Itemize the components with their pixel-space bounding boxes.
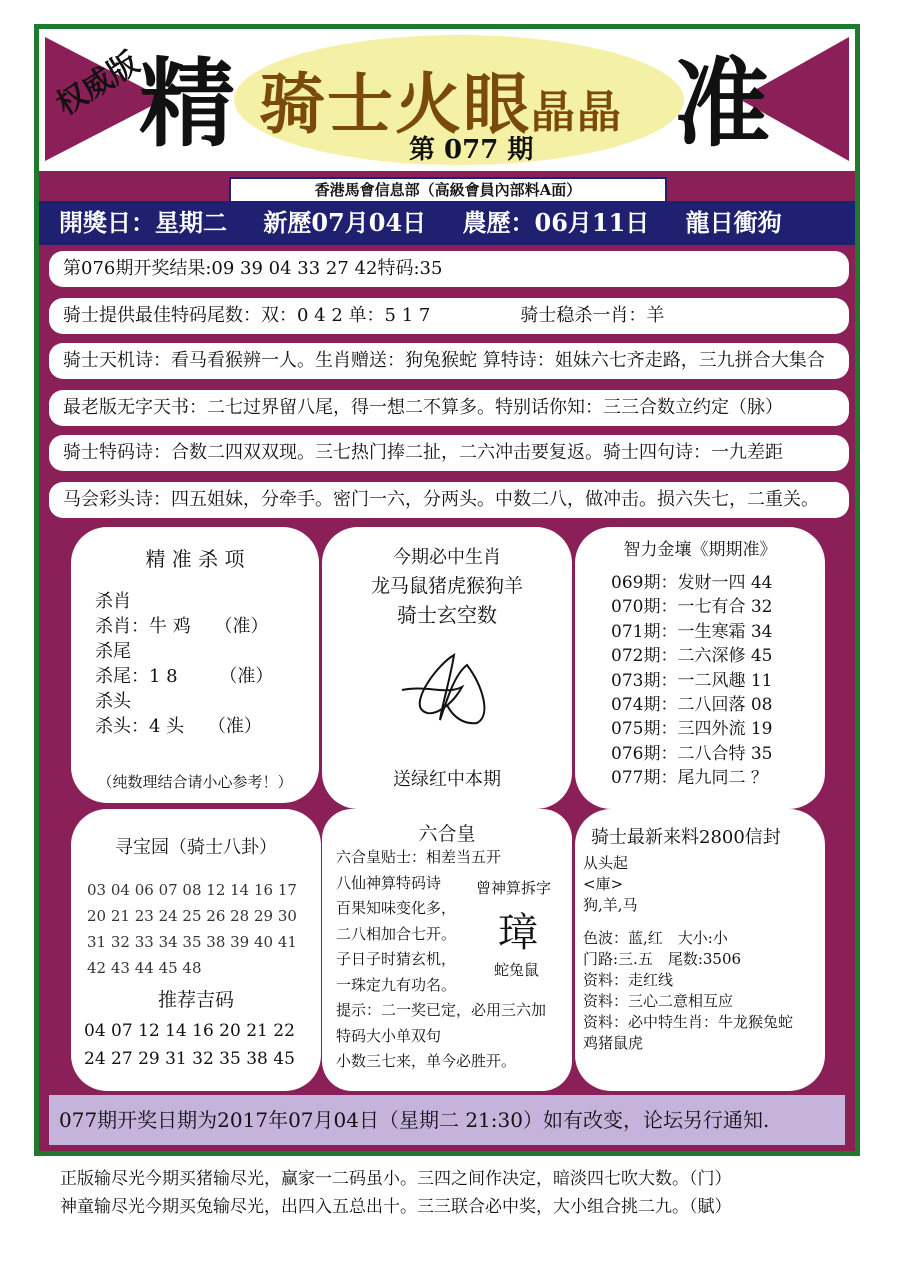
number-row: 31 32 33 34 35 38 39 40 41	[87, 933, 297, 951]
kill-list	[95, 589, 273, 739]
bottom-poem-1: 正版输尽光今期买猪输尽光，赢家一二码虽小。三四之间作决定，暗淡四七吹大数。（门）	[60, 1169, 732, 1189]
liuhe-line: 子日子时猜玄机，	[336, 950, 457, 968]
chaizi-char: 璋	[498, 910, 538, 956]
kill-line: 杀头：4 头 （准）	[95, 716, 262, 737]
latest-line: 资料：三心二意相互应	[583, 992, 734, 1010]
wisdom-line: 077期：尾九同二 ？	[611, 768, 768, 789]
solar-date: 新歷07月04日	[263, 208, 427, 237]
lunar-date: 農歷：06月11日	[462, 208, 650, 237]
kill-line: 杀尾	[95, 641, 131, 662]
kill-line: 杀肖	[95, 591, 131, 612]
poster-frame	[34, 24, 860, 1156]
liuhe-line: 六合皇贴士：相差当五开	[336, 848, 502, 866]
rec-row: 24 27 29 31 32 35 38 45	[84, 1049, 295, 1069]
title-main: 骑士火眼	[259, 65, 531, 143]
kill-line: 杀头	[95, 691, 131, 712]
latest-title: 骑士最新来料2800信封	[591, 827, 781, 848]
sub-banner: 香港馬會信息部（高級會員內部料A面）	[229, 177, 667, 203]
latest-line: 色波：蓝,红 大小:小	[583, 929, 728, 947]
liuhe-line: 特码大小单双句	[336, 1026, 442, 1045]
kill-title: 精 准 杀 项	[145, 547, 245, 571]
badge: 权威版	[50, 45, 146, 123]
must-animals: 龙马鼠猪虎猴狗羊	[370, 575, 523, 597]
wisdom-line: 069期：发财一四 44	[611, 573, 773, 593]
liuhe-line: 提示：二一奖已定，必用三六加	[336, 1001, 547, 1019]
left-big-char: 精	[139, 48, 235, 160]
latest-line: 门路:三.五 尾数:3506	[583, 950, 742, 968]
wisdom-card	[575, 527, 825, 809]
draw-day: 開獎日：星期二	[59, 208, 227, 237]
treasure-card	[71, 809, 321, 1091]
latest-line	[583, 916, 793, 928]
latest-line: 狗,羊,马	[583, 896, 638, 914]
wisdom-line: 071期：一生寒霜 34	[611, 621, 773, 642]
wisdom-line: 074期：二八回落 08	[611, 695, 773, 716]
kill-card	[71, 527, 319, 803]
row-tail-numbers: 骑士提供最佳特码尾数：双：0 4 2 单：5 1 7 骑士稳杀一肖：羊	[49, 298, 849, 334]
kill-line: 杀尾：1 8 （准）	[95, 666, 274, 687]
latest-line: 资料：走红线	[583, 971, 674, 989]
kill-note: （纯数理结合请小心参考！）	[97, 773, 293, 791]
rec-row: 04 07 12 14 16 20 21 22	[84, 1021, 295, 1041]
must-bottom: 送绿红中本期	[393, 769, 501, 790]
issue-number: 第 077 期	[409, 135, 534, 165]
chaizi-animals: 蛇兔鼠	[494, 961, 540, 979]
wisdom-title: 智力金壤《期期准》	[623, 540, 777, 560]
row-results: 第076期开奖结果:09 39 04 33 27 42特码:35	[49, 251, 849, 287]
row-special-poem: 骑士特码诗：合数二四双双现。三七热门捧二扯，二六冲击要复返。骑士四句诗：一九差距	[49, 435, 849, 471]
liuhe-line: 百果知味变化多，	[336, 899, 457, 917]
day-clash: 龍日衝狗	[685, 208, 782, 237]
latest-card	[575, 809, 825, 1091]
liuhe-line: 小数三七来，单今必胜开。	[336, 1052, 517, 1070]
row-poem: 骑士天机诗：看马看猴辨一人。生肖赠送：狗兔猴蛇 算特诗：姐妹六七齐走路，三九拼合大集合	[49, 343, 849, 379]
liuhe-card	[322, 809, 572, 1091]
latest-line: <庫>	[583, 875, 624, 893]
liuhe-line: 一珠定九有功名。	[336, 975, 457, 994]
signature-scribble	[392, 645, 502, 735]
latest-line: 从头起	[583, 854, 629, 872]
footer-notice: 077期开奖日期为2017年07月04日（星期二 21:30）如有改变，论坛另行通知.	[49, 1095, 845, 1145]
latest-list	[583, 853, 793, 1054]
row-banner-poem: 马会彩头诗：四五姐妹，分牵手。密门一六，分两头。中数二八，做冲击。损六失七，二重关。	[49, 482, 849, 518]
wisdom-line: 072期：二六深修 45	[611, 646, 773, 667]
number-row: 42 43 44 45 48	[87, 959, 202, 977]
kill-line: 杀肖：牛 鸡 （准）	[95, 616, 269, 637]
chaizi-title: 曾神算拆字	[476, 879, 552, 897]
number-row: 03 04 06 07 08 12 14 16 17	[87, 881, 297, 899]
rec-title: 推荐吉码	[157, 989, 234, 1011]
must-name: 骑士玄空数	[397, 603, 497, 627]
wisdom-line: 070期：一七有合 32	[611, 597, 773, 618]
number-row: 20 21 23 24 25 26 28 29 30	[87, 907, 297, 925]
header	[39, 29, 855, 171]
latest-line: 资料：必中特生肖：牛龙猴兔蛇	[583, 1013, 794, 1031]
must-card	[322, 527, 572, 809]
title-small: 晶晶	[531, 87, 623, 138]
wisdom-list	[611, 571, 772, 791]
right-big-char: 准	[674, 48, 770, 160]
liuhe-title: 六合皇	[418, 823, 476, 845]
latest-line: 鸡猪鼠虎	[583, 1034, 644, 1052]
liuhe-line: 八仙神算特码诗	[336, 873, 442, 892]
rec-numbers	[84, 1017, 295, 1073]
row-book: 最老版无字天书：二七过界留八尾，得一想二不算多。特别话你知：三三合数立约定（脉）	[49, 390, 849, 426]
liuhe-line: 二八相加合七开。	[336, 924, 457, 943]
wisdom-line: 076期：二八合特 35	[611, 743, 773, 764]
date-bar	[39, 201, 855, 245]
must-title: 今期必中生肖	[393, 547, 501, 568]
wisdom-line: 075期：三四外流 19	[611, 719, 773, 740]
treasure-numbers	[87, 877, 297, 981]
bottom-poem-2: 神童输尽光今期买兔输尽光，出四入五总出十。三三联合必中奖，大小组合挑二九。（賦）	[60, 1197, 732, 1217]
wisdom-line: 073期：一二风趣 11	[611, 670, 773, 691]
treasure-title: 寻宝园（骑士八卦）	[115, 837, 277, 858]
